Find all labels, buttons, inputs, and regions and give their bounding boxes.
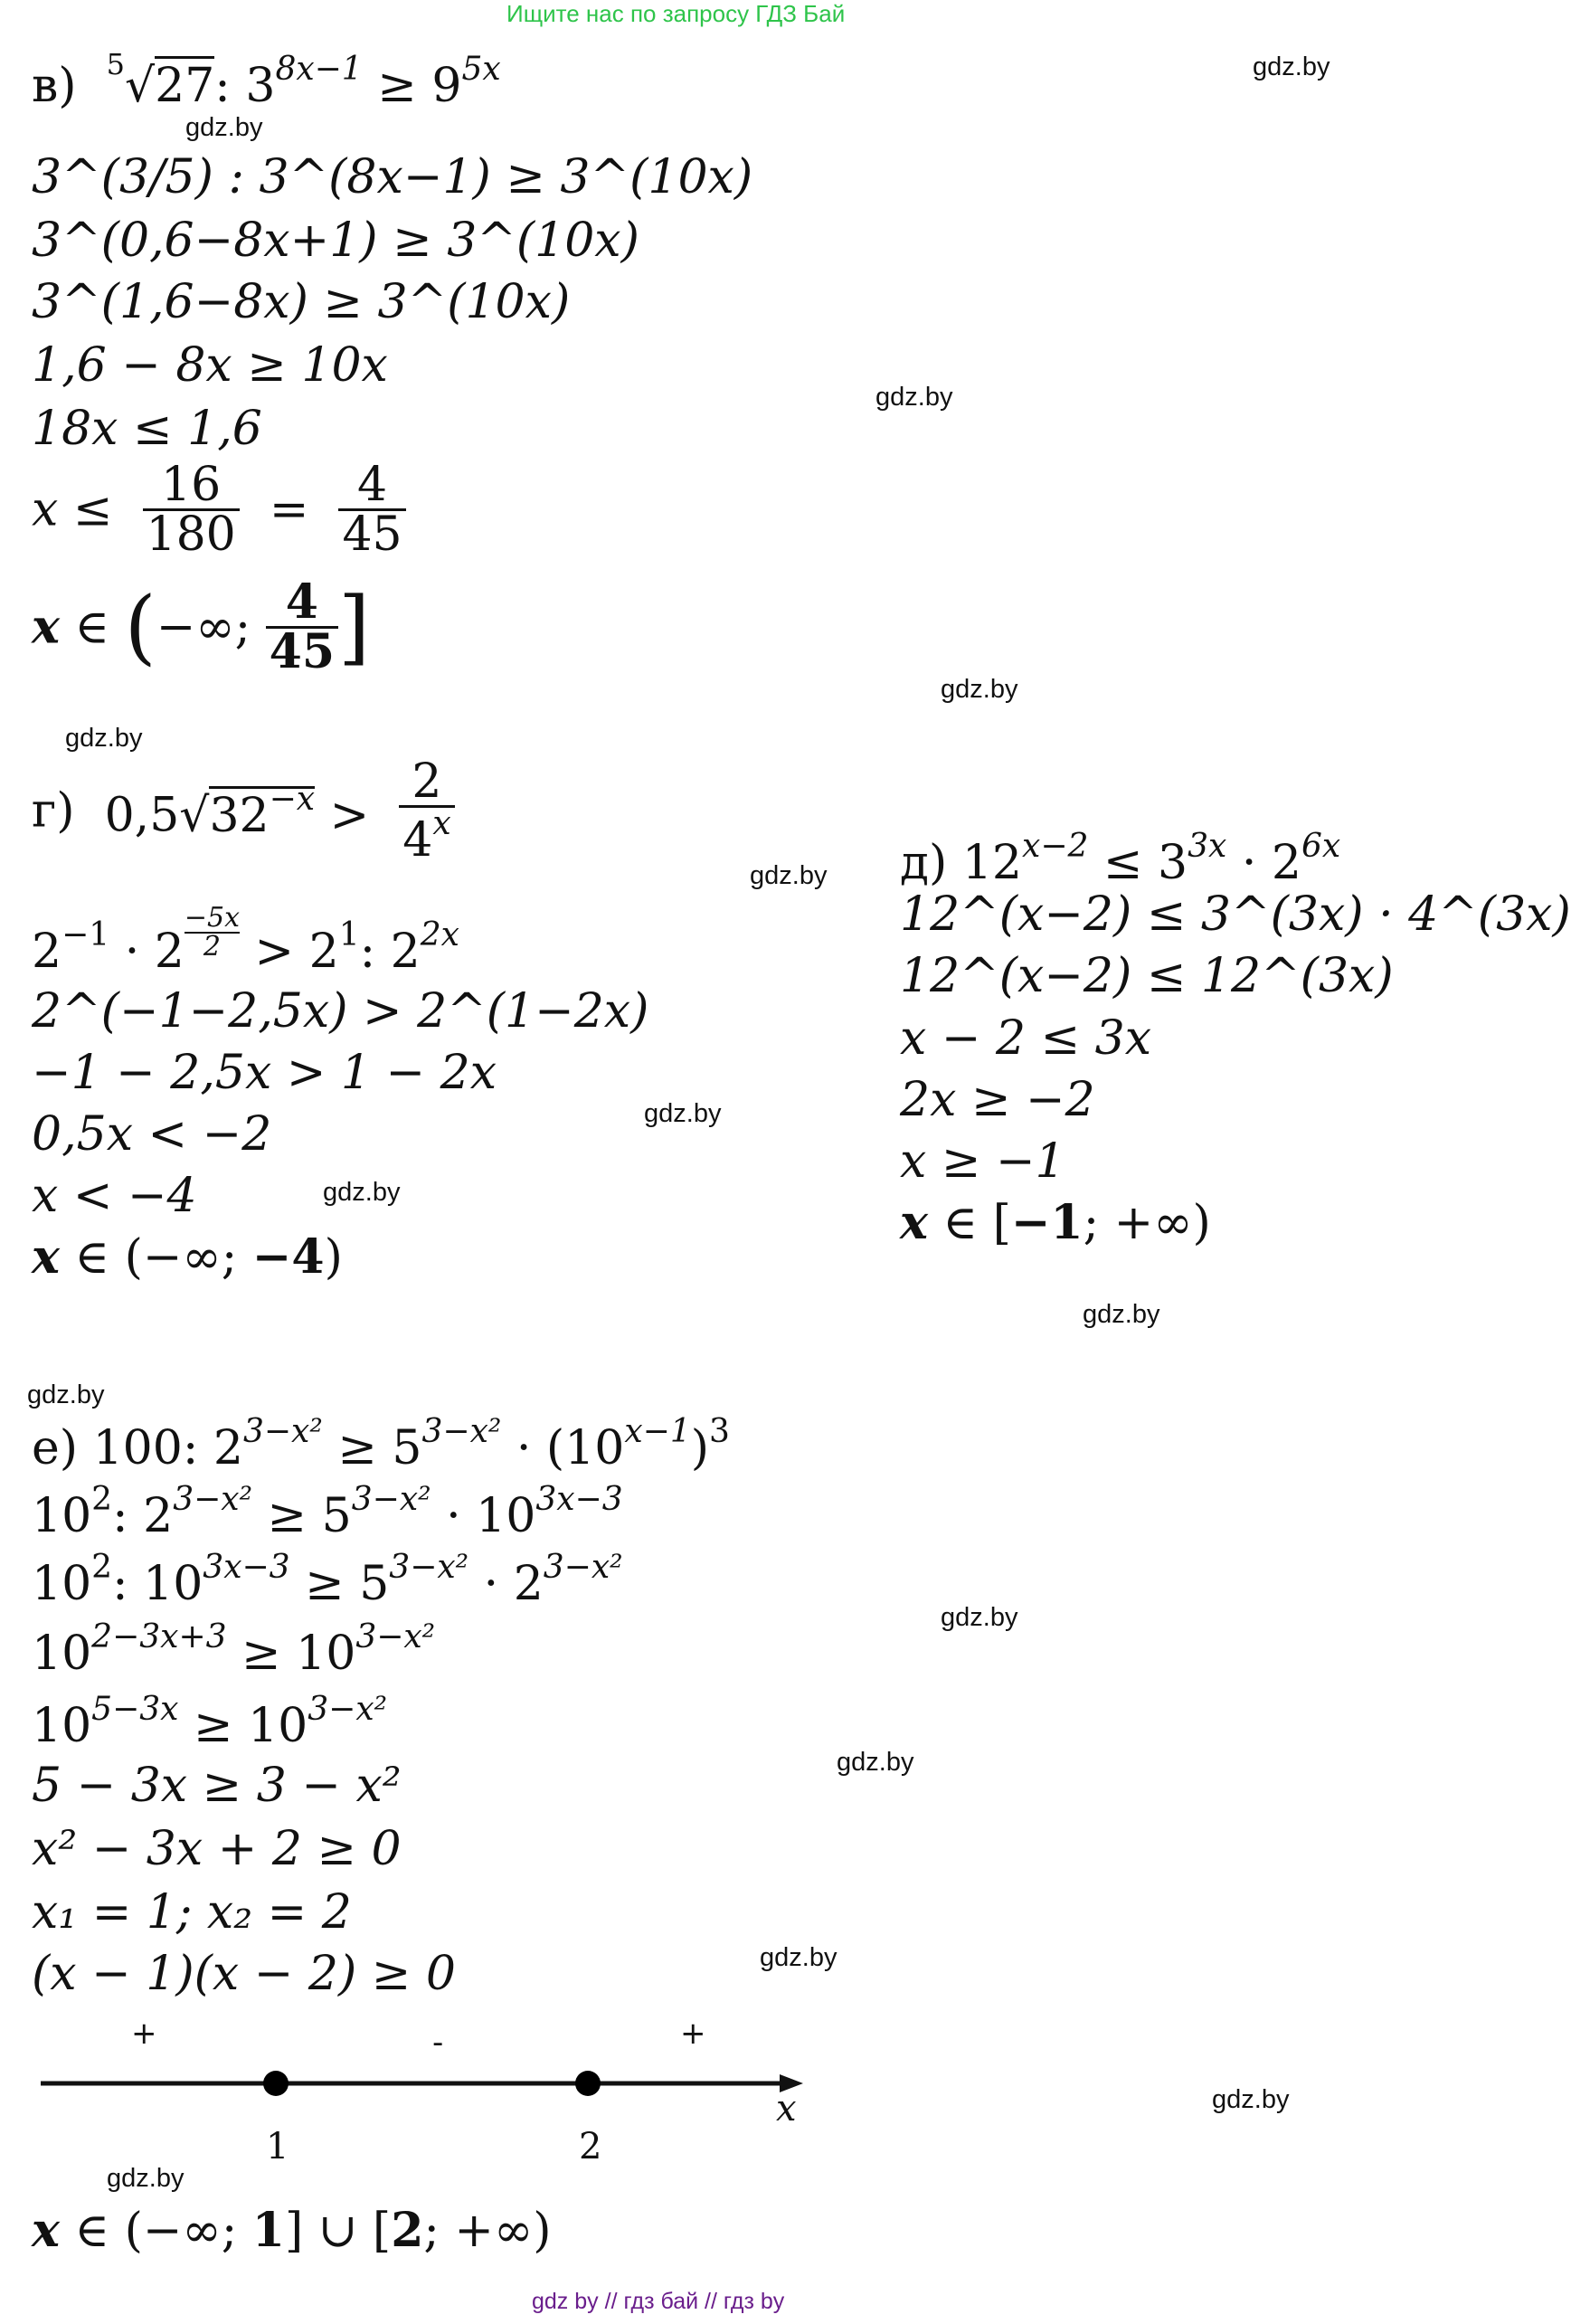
part-g-label: г) xyxy=(32,783,75,839)
interval-sign-left: + xyxy=(131,2016,157,2052)
part-e-line-4: $10^{5-3x} \ge 10^{3-x^2}$ xyxy=(32,1691,388,1753)
part-d-line-2: 12^(x−2) ≤ 12^(3x) xyxy=(900,949,1394,1003)
part-e-line-5: 5 − 3x ≥ 3 − x² xyxy=(32,1759,402,1813)
answer-numerator: 4 xyxy=(266,579,338,629)
part-g-line-5: x < −4 xyxy=(32,1169,197,1223)
part-g-answer: x ∈ (−∞; −4) xyxy=(32,1229,343,1285)
interval-sign-middle: - xyxy=(432,2025,444,2061)
part-d-line-1: 12^(x−2) ≤ 3^(3x) · 4^(3x) xyxy=(900,887,1571,942)
part-v-statement: в) $^5$√27: $3^{8x-1} \ge 9^{5x}$ xyxy=(32,47,501,113)
part-v-answer: x ∈ (−∞; $\frac{4}{45}$ ] xyxy=(32,574,371,679)
part-d-line-3: x − 2 ≤ 3x xyxy=(900,1011,1152,1066)
answer-bound-b: 2 xyxy=(391,2203,424,2258)
watermark: gdz.by xyxy=(750,861,828,890)
watermark: gdz.by xyxy=(65,724,143,753)
part-e-label: е) xyxy=(32,1421,79,1475)
footer-link[interactable]: гдз by xyxy=(723,2289,785,2314)
watermark: gdz.by xyxy=(1083,1300,1160,1329)
watermark: gdz.by xyxy=(941,1603,1018,1632)
watermark: gdz.by xyxy=(644,1099,722,1128)
part-e-line-3: $10^{2-3x+3} \ge 10^{3-x^2}$ xyxy=(32,1618,436,1681)
watermark: gdz.by xyxy=(1212,2085,1290,2114)
fraction-numerator: 16 xyxy=(143,461,240,511)
fraction-denominator: 180 xyxy=(146,507,236,562)
fraction-denominator: 45 xyxy=(342,507,402,562)
part-v-line-4: 1,6 − 8x ≥ 10x xyxy=(32,338,388,393)
part-g-statement: г) $0,5√32^{-x}$ > $\frac{2}{4^x}$ xyxy=(32,758,455,864)
answer-bound: −4 xyxy=(251,1229,325,1285)
part-d-line-4: 2x ≥ −2 xyxy=(900,1073,1095,1127)
watermark: gdz.by xyxy=(875,383,953,412)
fraction-numerator: 4 xyxy=(338,461,405,511)
part-e-line-7: x₁ = 1; x₂ = 2 xyxy=(32,1885,352,1940)
part-g-line-2: 2^(−1−2,5x) > 2^(1−2x) xyxy=(32,984,649,1039)
watermark: gdz.by xyxy=(27,1380,105,1409)
footer-links xyxy=(532,2289,784,2315)
part-g-line-3: −1 − 2,5x > 1 − 2x xyxy=(32,1046,497,1100)
part-e-line-6: x² − 3x + 2 ≥ 0 xyxy=(32,1822,402,1876)
watermark: gdz.by xyxy=(107,2164,185,2193)
interval-sign-right: + xyxy=(680,2016,706,2052)
watermark: gdz.by xyxy=(1253,52,1330,81)
part-d-statement: д) $12^{x-2} \le 3^{3x} \cdot 2^{6x}$ xyxy=(900,828,1341,890)
part-v-fraction-line: x ≤ $\frac{16}{180}$ = $\frac{4}{45}$ xyxy=(32,461,406,558)
part-v-line-5: 18x ≤ 1,6 xyxy=(32,402,262,456)
point-label-2: 2 xyxy=(579,2126,602,2167)
watermark: gdz.by xyxy=(837,1748,914,1777)
search-hint: Ищите нас по запросу ГДЗ Бай xyxy=(506,0,846,27)
answer-denominator: 45 xyxy=(269,624,336,679)
point-1-marker xyxy=(263,2071,289,2096)
part-d-label: д) xyxy=(900,836,948,890)
part-e-line-2: $10^2$: $10^{3x-3} \ge 5^{3-x^2} \cdot 2^{3-x^2}$ xyxy=(32,1549,623,1611)
part-d-answer: x ∈ [−1; +∞) xyxy=(900,1195,1211,1250)
part-v-line-2: 3^(0,6−8x+1) ≥ 3^(10x) xyxy=(32,213,639,268)
part-v-label: в) xyxy=(32,59,77,113)
part-e-line-8: (x − 1)(x − 2) ≥ 0 xyxy=(32,1947,456,2001)
part-e-statement: е) 100: $2^{3-x^2} \ge 5^{3-x^2} \cdot (10^{x-1})^3$ xyxy=(32,1413,730,1475)
footer-link[interactable]: gdz by xyxy=(532,2289,599,2314)
footer-separator: // xyxy=(705,2289,717,2314)
part-g-line-4: 0,5x < −2 xyxy=(32,1107,272,1162)
part-e-answer: x ∈ (−∞; 1] ∪ [2; +∞) xyxy=(32,2203,552,2258)
part-v-line-1: 3^(3/5) : 3^(8x−1) ≥ 3^(10x) xyxy=(32,150,753,204)
point-label-1: 1 xyxy=(266,2126,289,2167)
watermark: gdz.by xyxy=(760,1943,838,1972)
watermark: gdz.by xyxy=(185,113,263,142)
watermark: gdz.by xyxy=(941,675,1018,704)
part-e-line-1: $10^2$: $2^{3-x^2} \ge 5^{3-x^2} \cdot 10^{3x-3}$ xyxy=(32,1481,623,1543)
part-g-line-1: $2^{-1} \cdot 2$ $^{\frac{-5x}{2}}$ > $2^1$: $2^{2x}$ xyxy=(32,902,459,979)
part-v-line-3: 3^(1,6−8x) ≥ 3^(10x) xyxy=(32,275,571,329)
footer-separator: // xyxy=(604,2289,618,2314)
watermark: gdz.by xyxy=(323,1178,401,1207)
axis-label: x xyxy=(776,2088,797,2130)
footer-link[interactable]: гдз бай xyxy=(623,2289,699,2314)
point-2-marker xyxy=(575,2071,601,2096)
answer-bound-a: 1 xyxy=(251,2203,285,2258)
answer-bound: −1 xyxy=(1010,1195,1084,1250)
part-d-line-5: x ≥ −1 xyxy=(900,1134,1065,1189)
